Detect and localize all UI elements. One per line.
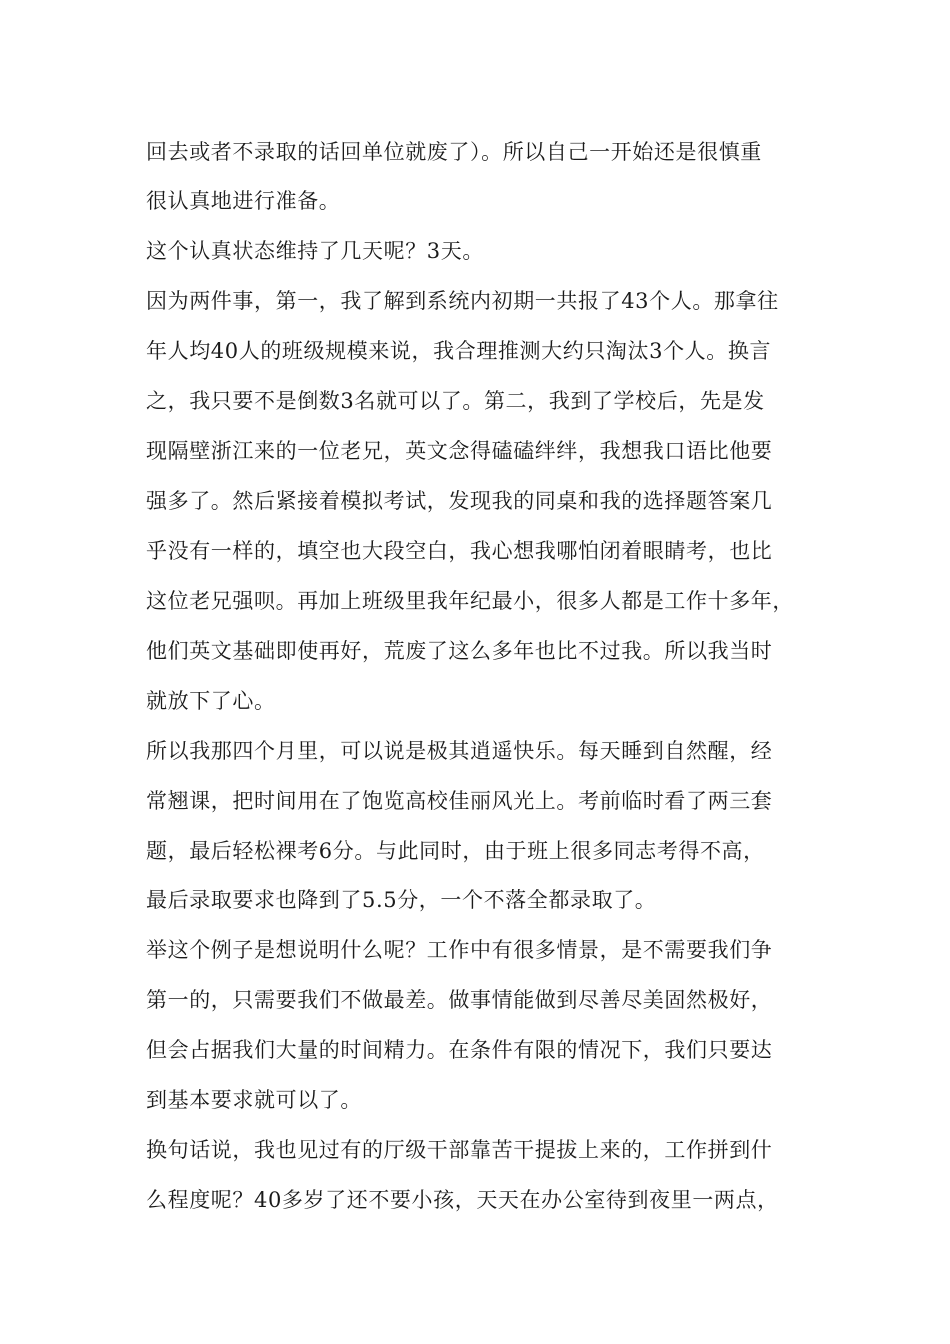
text-line: 这位老兄强呗。再加上班级里我年纪最小，很多人都是工作十多年， [146,589,794,613]
text-line: 最后录取要求也降到了5.5分，一个不落全都录取了。 [146,888,657,912]
text-line: 之，我只要不是倒数3名就可以了。第二，我到了学校后，先是发 [146,389,765,413]
text-line: 所以我那四个月里，可以说是极其逍遥快乐。每天睡到自然醒，经 [146,739,773,763]
text-line: 强多了。然后紧接着模拟考试，发现我的同桌和我的选择题答案几 [146,489,773,513]
text-line: 到基本要求就可以了。 [146,1088,362,1112]
text-line: 就放下了心。 [146,689,276,713]
text-line: 换句话说，我也见过有的厅级干部靠苦干提拔上来的，工作拼到什 [146,1138,773,1162]
text-line: 回去或者不录取的话回单位就废了）。所以自己一开始还是很慎重 [146,140,762,164]
text-line: 因为两件事，第一，我了解到系统内初期一共报了43个人。那拿往 [146,289,779,313]
text-line: 举这个例子是想说明什么呢？工作中有很多情景，是不需要我们争 [146,938,773,962]
text-line: 乎没有一样的，填空也大段空白，我心想我哪怕闭着眼睛考，也比 [146,539,773,563]
text-line: 年人均40人的班级规模来说，我合理推测大约只淘汰3个人。换言 [146,339,772,363]
text-line: 很认真地进行准备。 [146,189,341,213]
text-line: 这个认真状态维持了几天呢？3天。 [146,239,484,263]
text-line: 常翘课，把时间用在了饱览高校佳丽风光上。考前临时看了两三套 [146,789,773,813]
text-line: 么程度呢？40多岁了还不要小孩，天天在办公室待到夜里一两点， [146,1188,779,1212]
text-line: 他们英文基础即使再好，荒废了这么多年也比不过我。所以我当时 [146,639,773,663]
text-line: 第一的，只需要我们不做最差。做事情能做到尽善尽美固然极好， [146,988,773,1012]
text-line: 题，最后轻松裸考6分。与此同时，由于班上很多同志考得不高， [146,839,765,863]
text-line: 但会占据我们大量的时间精力。在条件有限的情况下，我们只要达 [146,1038,773,1062]
text-line: 现隔壁浙江来的一位老兄，英文念得磕磕绊绊，我想我口语比他要 [146,439,773,463]
